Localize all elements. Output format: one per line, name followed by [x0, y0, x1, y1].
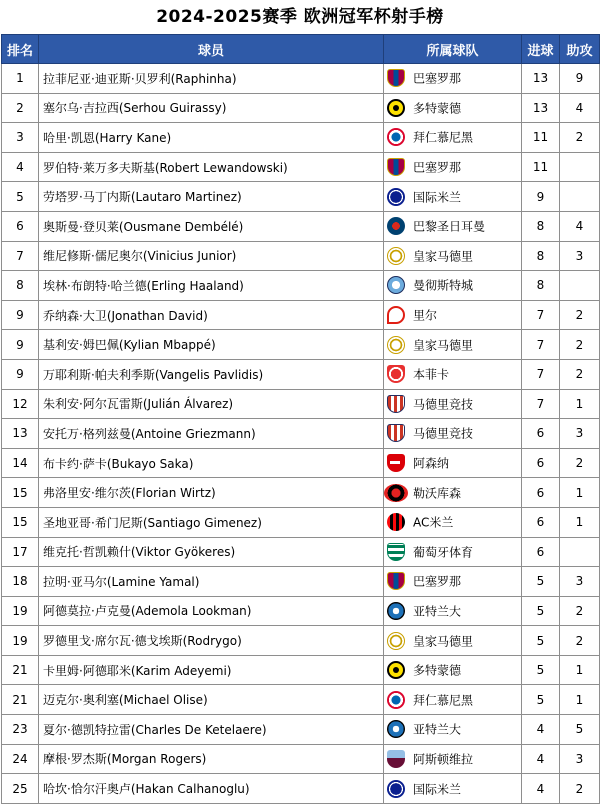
table-row: [2, 715, 600, 745]
assists-cell: 2: [560, 123, 600, 153]
assists-cell: 2: [560, 330, 600, 360]
team-cell: [384, 64, 522, 94]
team-name: 勒沃库森: [413, 486, 462, 501]
team-name: 里尔: [413, 308, 438, 323]
team-cell: [384, 744, 522, 774]
goals-cell: 4: [522, 715, 560, 745]
goals-cell: 4: [522, 744, 560, 774]
table-row: [2, 359, 600, 389]
assists-cell: [560, 537, 600, 567]
rank-cell: 2: [2, 93, 39, 123]
assists-cell: 2: [560, 774, 600, 804]
player-cell: 夏尔·德凯特拉雷(Charles De Ketelaere): [39, 715, 384, 745]
team-cell: [384, 478, 522, 508]
inter-logo-icon: [387, 780, 405, 798]
rank-cell: 19: [2, 626, 39, 656]
assists-cell: [560, 152, 600, 182]
team-name: 皇家马德里: [413, 338, 474, 353]
table-row: [2, 330, 600, 360]
table-row: [2, 596, 600, 626]
assists-cell: 1: [560, 389, 600, 419]
assists-cell: 1: [560, 685, 600, 715]
team-cell: [384, 123, 522, 153]
rank-cell: 15: [2, 507, 39, 537]
team-cell: [384, 655, 522, 685]
ac-milan-logo-icon: [387, 513, 405, 531]
assists-cell: [560, 182, 600, 212]
assists-cell: 3: [560, 241, 600, 271]
player-cell: 朱利安·阿尔瓦雷斯(Julián Álvarez): [39, 389, 384, 419]
assists-cell: 5: [560, 715, 600, 745]
team-name: 亚特兰大: [413, 722, 462, 737]
rank-cell: 9: [2, 359, 39, 389]
table-row: [2, 271, 600, 301]
player-cell: 奥斯曼·登贝莱(Ousmane Dembélé): [39, 211, 384, 241]
rank-cell: 1: [2, 64, 39, 94]
goals-cell: 5: [522, 655, 560, 685]
team-name: 葡萄牙体育: [413, 545, 474, 560]
player-cell: 卡里姆·阿德耶米(Karim Adeyemi): [39, 655, 384, 685]
team-name: 阿森纳: [413, 456, 450, 471]
rank-cell: 6: [2, 211, 39, 241]
team-cell: [384, 567, 522, 597]
goals-cell: 9: [522, 182, 560, 212]
goals-cell: 5: [522, 626, 560, 656]
team-cell: [384, 715, 522, 745]
scorers-table: [1, 34, 600, 804]
player-cell: 劳塔罗·马丁内斯(Lautaro Martinez): [39, 182, 384, 212]
player-cell: 基利安·姆巴佩(Kylian Mbappé): [39, 330, 384, 360]
barcelona-logo-icon: [387, 158, 405, 176]
arsenal-logo-icon: [387, 454, 405, 472]
player-cell: 塞尔乌·吉拉西(Serhou Guirassy): [39, 93, 384, 123]
dortmund-logo-icon: [387, 99, 405, 117]
table-row: [2, 152, 600, 182]
player-cell: 圣地亚哥·希门尼斯(Santiago Gimenez): [39, 507, 384, 537]
assists-cell: 3: [560, 567, 600, 597]
goals-cell: 6: [522, 478, 560, 508]
player-cell: 维尼修斯·儒尼奥尔(Vinicius Junior): [39, 241, 384, 271]
rank-cell: 9: [2, 300, 39, 330]
table-row: [2, 685, 600, 715]
table-row: [2, 241, 600, 271]
table-row: [2, 567, 600, 597]
goals-cell: 5: [522, 685, 560, 715]
assists-cell: 1: [560, 507, 600, 537]
table-row: [2, 182, 600, 212]
goals-cell: 7: [522, 300, 560, 330]
psg-logo-icon: [387, 217, 405, 235]
rank-cell: 4: [2, 152, 39, 182]
header-assists: 助攻: [560, 35, 600, 64]
rank-cell: 24: [2, 744, 39, 774]
team-name: 拜仁慕尼黑: [413, 130, 474, 145]
rank-cell: 23: [2, 715, 39, 745]
player-cell: 拉明·亚马尔(Lamine Yamal): [39, 567, 384, 597]
man-city-logo-icon: [387, 276, 405, 294]
player-cell: 哈里·凯恩(Harry Kane): [39, 123, 384, 153]
team-name: 巴塞罗那: [413, 160, 462, 175]
player-cell: 迈克尔·奥利塞(Michael Olise): [39, 685, 384, 715]
rank-cell: 12: [2, 389, 39, 419]
team-name: 国际米兰: [413, 782, 462, 797]
goals-cell: 6: [522, 507, 560, 537]
table-row: [2, 507, 600, 537]
team-cell: [384, 211, 522, 241]
team-cell: [384, 596, 522, 626]
barcelona-logo-icon: [387, 572, 405, 590]
assists-cell: 2: [560, 626, 600, 656]
table-row: [2, 123, 600, 153]
goals-cell: 11: [522, 152, 560, 182]
player-cell: 埃林·布朗特·哈兰德(Erling Haaland): [39, 271, 384, 301]
team-name: 皇家马德里: [413, 249, 474, 264]
team-name: 本菲卡: [413, 367, 450, 382]
leverkusen-logo-icon: [384, 484, 408, 502]
player-cell: 摩根·罗杰斯(Morgan Rogers): [39, 744, 384, 774]
team-name: 马德里竞技: [413, 426, 474, 441]
player-cell: 乔纳森·大卫(Jonathan David): [39, 300, 384, 330]
player-cell: 布卡约·萨卡(Bukayo Saka): [39, 448, 384, 478]
header-team: 所属球队: [384, 35, 522, 64]
team-cell: [384, 330, 522, 360]
table-row: [2, 211, 600, 241]
player-cell: 罗伯特·莱万多夫斯基(Robert Lewandowski): [39, 152, 384, 182]
goals-cell: 8: [522, 271, 560, 301]
team-cell: [384, 507, 522, 537]
rank-cell: 7: [2, 241, 39, 271]
goals-cell: 4: [522, 774, 560, 804]
inter-logo-icon: [387, 188, 405, 206]
assists-cell: 4: [560, 93, 600, 123]
dortmund-logo-icon: [387, 661, 405, 679]
rank-cell: 25: [2, 774, 39, 804]
atalanta-logo-icon: [387, 602, 405, 620]
team-cell: [384, 448, 522, 478]
real-madrid-logo-icon: [387, 632, 405, 650]
team-name: 国际米兰: [413, 190, 462, 205]
goals-cell: 6: [522, 419, 560, 449]
goals-cell: 8: [522, 241, 560, 271]
header-player: 球员: [39, 35, 384, 64]
player-cell: 阿德莫拉·卢克曼(Ademola Lookman): [39, 596, 384, 626]
bayern-logo-icon: [387, 691, 405, 709]
rank-cell: 14: [2, 448, 39, 478]
team-cell: [384, 537, 522, 567]
team-cell: [384, 626, 522, 656]
team-name: 巴黎圣日耳曼: [413, 219, 486, 234]
barcelona-logo-icon: [387, 69, 405, 87]
goals-cell: 13: [522, 93, 560, 123]
assists-cell: 4: [560, 211, 600, 241]
assists-cell: 3: [560, 744, 600, 774]
table-row: [2, 626, 600, 656]
page-title: 2024-2025赛季 欧洲冠军杯射手榜: [156, 7, 444, 27]
table-row: [2, 478, 600, 508]
assists-cell: 2: [560, 596, 600, 626]
rank-cell: 3: [2, 123, 39, 153]
assists-cell: 3: [560, 419, 600, 449]
player-cell: 哈坎·恰尔汗奥卢(Hakan Calhanoglu): [39, 774, 384, 804]
player-cell: 万耶利斯·帕夫利季斯(Vangelis Pavlidis): [39, 359, 384, 389]
table-row: [2, 93, 600, 123]
header-goals: 进球: [522, 35, 560, 64]
rank-cell: 21: [2, 685, 39, 715]
team-name: 拜仁慕尼黑: [413, 693, 474, 708]
rank-cell: 17: [2, 537, 39, 567]
rank-cell: 9: [2, 330, 39, 360]
goals-cell: 7: [522, 359, 560, 389]
team-cell: [384, 241, 522, 271]
team-name: 皇家马德里: [413, 634, 474, 649]
assists-cell: 9: [560, 64, 600, 94]
team-cell: [384, 300, 522, 330]
team-name: 曼彻斯特城: [413, 278, 474, 293]
player-cell: 罗德里戈·席尔瓦·德戈埃斯(Rodrygo): [39, 626, 384, 656]
rank-cell: 19: [2, 596, 39, 626]
player-cell: 维克托·哲凯赖什(Viktor Gyökeres): [39, 537, 384, 567]
team-cell: [384, 389, 522, 419]
team-cell: [384, 93, 522, 123]
table-row: [2, 655, 600, 685]
rank-cell: 21: [2, 655, 39, 685]
table-row: [2, 419, 600, 449]
bayern-logo-icon: [387, 128, 405, 146]
goals-cell: 5: [522, 596, 560, 626]
team-cell: [384, 182, 522, 212]
aston-villa-logo-icon: [387, 750, 405, 768]
rank-cell: 5: [2, 182, 39, 212]
goals-cell: 6: [522, 448, 560, 478]
rank-cell: 13: [2, 419, 39, 449]
table-row: [2, 744, 600, 774]
rank-cell: 15: [2, 478, 39, 508]
assists-cell: 2: [560, 448, 600, 478]
real-madrid-logo-icon: [387, 336, 405, 354]
team-name: 亚特兰大: [413, 604, 462, 619]
assists-cell: 1: [560, 478, 600, 508]
team-cell: [384, 774, 522, 804]
team-cell: [384, 685, 522, 715]
rank-cell: 8: [2, 271, 39, 301]
goals-cell: 8: [522, 211, 560, 241]
assists-cell: [560, 271, 600, 301]
goals-cell: 7: [522, 389, 560, 419]
rank-cell: 18: [2, 567, 39, 597]
header-rank: 排名: [2, 35, 39, 64]
team-cell: [384, 271, 522, 301]
team-name: 马德里竞技: [413, 397, 474, 412]
table-row: [2, 300, 600, 330]
team-name: 阿斯顿维拉: [413, 752, 474, 767]
goals-cell: 7: [522, 330, 560, 360]
team-cell: [384, 152, 522, 182]
table-row: [2, 389, 600, 419]
real-madrid-logo-icon: [387, 247, 405, 265]
assists-cell: 1: [560, 655, 600, 685]
sporting-logo-icon: [387, 543, 405, 561]
team-cell: [384, 359, 522, 389]
team-name: AC米兰: [413, 515, 454, 530]
team-name: 多特蒙德: [413, 663, 462, 678]
table-row: [2, 448, 600, 478]
goals-cell: 13: [522, 64, 560, 94]
assists-cell: 2: [560, 359, 600, 389]
goals-cell: 6: [522, 537, 560, 567]
table-row: [2, 64, 600, 94]
lille-logo-icon: [387, 306, 405, 324]
table-row: [2, 774, 600, 804]
table-row: [2, 537, 600, 567]
player-cell: 安托万·格列兹曼(Antoine Griezmann): [39, 419, 384, 449]
atletico-logo-icon: [387, 395, 405, 413]
atalanta-logo-icon: [387, 720, 405, 738]
table-header-row: [2, 35, 600, 64]
team-name: 多特蒙德: [413, 101, 462, 116]
benfica-logo-icon: [387, 365, 405, 383]
assists-cell: 2: [560, 300, 600, 330]
team-name: 巴塞罗那: [413, 574, 462, 589]
goals-cell: 5: [522, 567, 560, 597]
goals-cell: 11: [522, 123, 560, 153]
player-cell: 拉菲尼亚·迪亚斯·贝罗利(Raphinha): [39, 64, 384, 94]
atletico-logo-icon: [387, 424, 405, 442]
player-cell: 弗洛里安·维尔茨(Florian Wirtz): [39, 478, 384, 508]
team-cell: [384, 419, 522, 449]
team-name: 巴塞罗那: [413, 71, 462, 86]
